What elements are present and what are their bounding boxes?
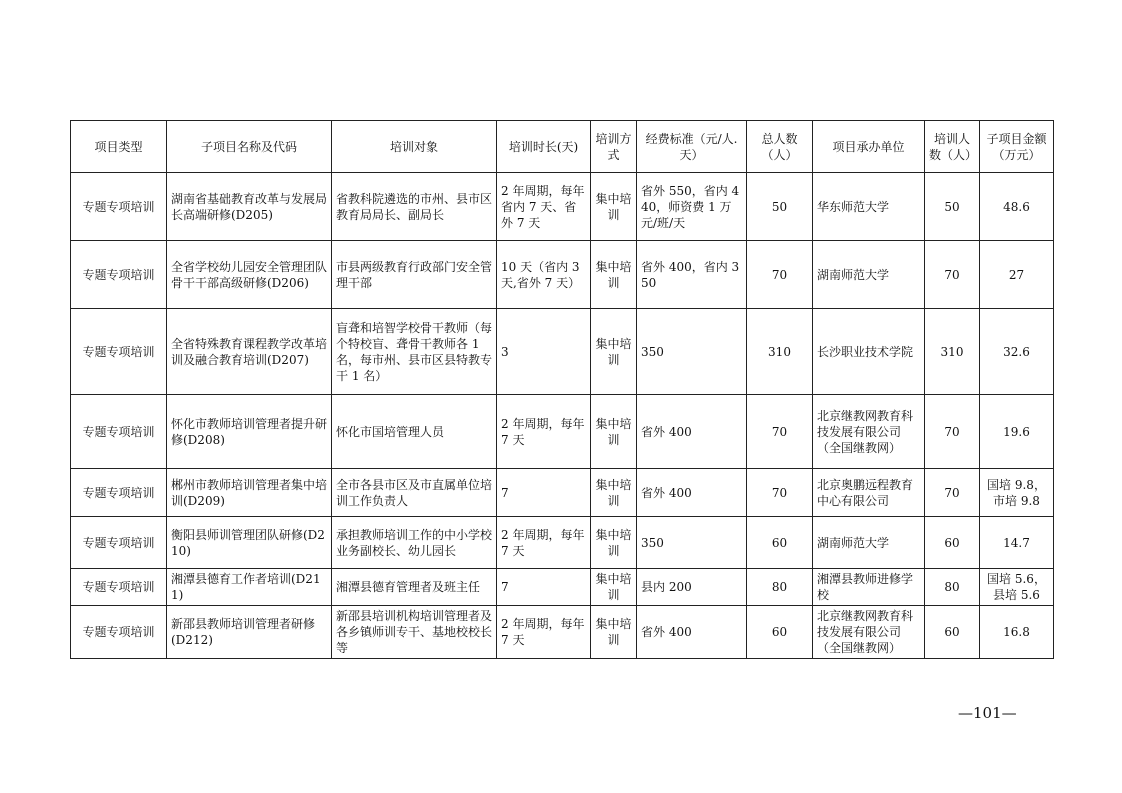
trainees-count-cell: 60 — [925, 606, 980, 659]
method-cell: 集中培训 — [591, 309, 637, 395]
project-type-cell: 专题专项培训 — [71, 517, 167, 569]
table-row — [71, 469, 1054, 517]
project-type-cell: 专题专项培训 — [71, 173, 167, 241]
table-row — [71, 173, 1054, 241]
project-type-cell: 专题专项培训 — [71, 469, 167, 517]
table-row — [71, 241, 1054, 309]
duration-cell: 3 — [497, 309, 591, 395]
table-row — [71, 309, 1054, 395]
amount-cell: 14.7 — [980, 517, 1054, 569]
table-header-row — [71, 121, 1054, 173]
header-cell: 培训时长(天) — [497, 121, 591, 173]
method-cell: 集中培训 — [591, 395, 637, 469]
trainees-count-cell: 70 — [925, 241, 980, 309]
training-project-table — [70, 120, 1054, 659]
organizer-cell: 华东师范大学 — [813, 173, 925, 241]
total-people-cell: 50 — [747, 173, 813, 241]
duration-cell: 7 — [497, 469, 591, 517]
amount-cell: 32.6 — [980, 309, 1054, 395]
project-type-cell: 专题专项培训 — [71, 309, 167, 395]
header-cell: 项目类型 — [71, 121, 167, 173]
trainees-count-cell: 50 — [925, 173, 980, 241]
table-row — [71, 569, 1054, 606]
organizer-cell: 湘潭县教师进修学校 — [813, 569, 925, 606]
header-cell: 总人数（人） — [747, 121, 813, 173]
trainee-cell: 省教科院遴选的市州、县市区教育局局长、副局长 — [332, 173, 497, 241]
subproject-name-cell: 怀化市教师培训管理者提升研修(D208) — [167, 395, 332, 469]
trainee-cell: 湘潭县德育管理者及班主任 — [332, 569, 497, 606]
trainees-count-cell: 310 — [925, 309, 980, 395]
amount-cell: 19.6 — [980, 395, 1054, 469]
duration-cell: 2 年周期，每年 7 天 — [497, 517, 591, 569]
total-people-cell: 70 — [747, 395, 813, 469]
duration-cell: 10 天（省内 3 天,省外 7 天） — [497, 241, 591, 309]
organizer-cell: 长沙职业技术学院 — [813, 309, 925, 395]
amount-cell: 27 — [980, 241, 1054, 309]
method-cell: 集中培训 — [591, 469, 637, 517]
trainee-cell: 新邵县培训机构培训管理者及各乡镇师训专干、基地校校长等 — [332, 606, 497, 659]
header-cell: 子项目金额（万元） — [980, 121, 1054, 173]
trainees-count-cell: 80 — [925, 569, 980, 606]
cost-standard-cell: 省外 550，省内 440，师资费 1 万元/班/天 — [637, 173, 747, 241]
duration-cell: 7 — [497, 569, 591, 606]
method-cell: 集中培训 — [591, 517, 637, 569]
cost-standard-cell: 省外 400 — [637, 469, 747, 517]
header-cell: 培训方式 — [591, 121, 637, 173]
subproject-name-cell: 湖南省基础教育改革与发展局长高端研修(D205) — [167, 173, 332, 241]
method-cell: 集中培训 — [591, 241, 637, 309]
total-people-cell: 60 — [747, 517, 813, 569]
trainee-cell: 盲聋和培智学校骨干教师（每个特校盲、聋骨干教师各 1 名，每市州、县市区县特教专干 1 名） — [332, 309, 497, 395]
subproject-name-cell: 全省特殊教育课程教学改革培训及融合教育培训(D207) — [167, 309, 332, 395]
total-people-cell: 310 — [747, 309, 813, 395]
trainee-cell: 承担教师培训工作的中小学校业务副校长、幼儿园长 — [332, 517, 497, 569]
trainees-count-cell: 60 — [925, 517, 980, 569]
trainees-count-cell: 70 — [925, 395, 980, 469]
subproject-name-cell: 衡阳县师训管理团队研修(D210) — [167, 517, 332, 569]
cost-standard-cell: 省外 400 — [637, 395, 747, 469]
trainee-cell: 全市各县市区及市直属单位培训工作负责人 — [332, 469, 497, 517]
organizer-cell: 北京继教网教育科技发展有限公司（全国继教网） — [813, 606, 925, 659]
total-people-cell: 70 — [747, 469, 813, 517]
method-cell: 集中培训 — [591, 173, 637, 241]
cost-standard-cell: 县内 200 — [637, 569, 747, 606]
organizer-cell: 湖南师范大学 — [813, 517, 925, 569]
amount-cell: 国培 5.6，县培 5.6 — [980, 569, 1054, 606]
subproject-name-cell: 湘潭县德育工作者培训(D211) — [167, 569, 332, 606]
header-cell: 项目承办单位 — [813, 121, 925, 173]
project-type-cell: 专题专项培训 — [71, 569, 167, 606]
header-cell: 培训对象 — [332, 121, 497, 173]
duration-cell: 2 年周期，每年 7 天 — [497, 395, 591, 469]
total-people-cell: 60 — [747, 606, 813, 659]
trainee-cell: 市县两级教育行政部门安全管理干部 — [332, 241, 497, 309]
trainees-count-cell: 70 — [925, 469, 980, 517]
organizer-cell: 北京奥鹏远程教育中心有限公司 — [813, 469, 925, 517]
table-row — [71, 395, 1054, 469]
table-row — [71, 517, 1054, 569]
subproject-name-cell: 全省学校幼儿园安全管理团队骨干干部高级研修(D206) — [167, 241, 332, 309]
project-type-cell: 专题专项培训 — [71, 606, 167, 659]
organizer-cell: 北京继教网教育科技发展有限公司（全国继教网） — [813, 395, 925, 469]
cost-standard-cell: 350 — [637, 517, 747, 569]
header-cell: 经费标准（元/人.天） — [637, 121, 747, 173]
duration-cell: 2 年周期，每年 7 天 — [497, 606, 591, 659]
project-type-cell: 专题专项培训 — [71, 395, 167, 469]
table-row — [71, 606, 1054, 659]
trainee-cell: 怀化市国培管理人员 — [332, 395, 497, 469]
duration-cell: 2 年周期，每年省内 7 天、省外 7 天 — [497, 173, 591, 241]
amount-cell: 国培 9.8，市培 9.8 — [980, 469, 1054, 517]
cost-standard-cell: 省外 400 — [637, 606, 747, 659]
cost-standard-cell: 350 — [637, 309, 747, 395]
amount-cell: 16.8 — [980, 606, 1054, 659]
header-cell: 培训人数（人） — [925, 121, 980, 173]
amount-cell: 48.6 — [980, 173, 1054, 241]
subproject-name-cell: 郴州市教师培训管理者集中培训(D209) — [167, 469, 332, 517]
cost-standard-cell: 省外 400，省内 350 — [637, 241, 747, 309]
page-number: —101— — [958, 704, 1017, 722]
subproject-name-cell: 新邵县教师培训管理者研修(D212) — [167, 606, 332, 659]
total-people-cell: 70 — [747, 241, 813, 309]
method-cell: 集中培训 — [591, 606, 637, 659]
method-cell: 集中培训 — [591, 569, 637, 606]
total-people-cell: 80 — [747, 569, 813, 606]
project-type-cell: 专题专项培训 — [71, 241, 167, 309]
organizer-cell: 湖南师范大学 — [813, 241, 925, 309]
header-cell: 子项目名称及代码 — [167, 121, 332, 173]
